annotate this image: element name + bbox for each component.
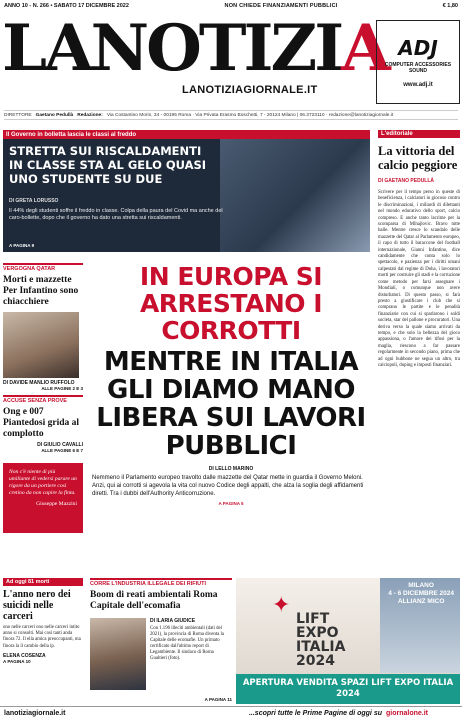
footer-text: ...scopri tutte le Prime Pagine di oggi su (248, 710, 382, 717)
story-byline: DI ILARIA GIUDICE (150, 618, 196, 624)
main-page-ref: A PAGINA 5 (218, 501, 244, 506)
story-page-ref: A PAGINA 11 (204, 697, 232, 702)
director-label: DIRETTORE (4, 112, 32, 118)
lift-expo-advertisement[interactable] (236, 578, 460, 704)
logo-line: 2024 (296, 653, 335, 669)
lift-expo-logo (296, 612, 345, 668)
main-text: Nemmeno il Parlamento europeo travolto dalle mazzette del Qatar mette in guardia il Governo Meloni. Anzi, qui ai corrotti si agevola la vita col nuovo Codice degli appalti, che alza la soglia degli affidamenti diretti. Tra i dubbi dell'Authority Anticorruzione. (92, 475, 364, 497)
story-page-ref: A PAGINA 10 (3, 658, 31, 664)
director-name: Gaetano Pedullà (35, 112, 74, 118)
story-page-ref: ALLE PAGINE 2 E 3 (41, 386, 83, 391)
masthead (2, 11, 388, 96)
event-dates: 4 - 6 DICEMBRE 2024 (388, 590, 454, 597)
event-venue: ALLIANZ MICO (397, 598, 445, 605)
story-tag: Ad oggi 81 morti (3, 578, 83, 586)
logo-part: NOTIZI (90, 11, 342, 86)
logo-part: LA (2, 11, 91, 86)
logo-part: A (341, 11, 388, 86)
story-byline: DI GIULIO CAVALLI (37, 442, 83, 448)
info-bar (4, 110, 458, 120)
adj-advertisement[interactable] (376, 20, 460, 104)
main-story[interactable] (90, 263, 372, 575)
lead-text: Il 44% degli studenti soffre il freddo in classe. Colpa della paura del Covid ma anche del caro-bollette, dopo che il governo ha dato una stretta sui riscaldamenti. (9, 208, 223, 221)
story-photo (90, 618, 146, 690)
event-city: MILANO (408, 582, 434, 589)
footer-link[interactable]: giornalone.it (386, 710, 428, 717)
lead-photo (220, 139, 370, 252)
bottom-left-story (3, 578, 83, 704)
adj-url: www.adj.it (403, 82, 433, 88)
star-icon: ✦ (272, 592, 291, 617)
story-byline: ELENA COSENZA (3, 652, 46, 659)
editorial-tag: L'editoriale (378, 130, 460, 138)
editorial-column (378, 130, 460, 590)
lead-story[interactable] (3, 130, 370, 252)
left-column (3, 263, 83, 575)
story-headline[interactable]: Morti e mazzette Per Infantino sono chiacchiere (3, 275, 79, 307)
redazione-address: Via Costantino Morin, 34 - 00195 Roma · Via Privata Erasmo Boschetti, 7 - 20124 Milano | 06.3723110 · redazione@lanotiziagiornale.it (106, 112, 394, 118)
logo-line: ITALIA (296, 639, 346, 655)
price: € 1,80 (442, 3, 458, 9)
lead-headline[interactable]: STRETTA SUI RISCALDAMENTI IN CLASSE STA AL GELO QUASI UNO STUDENTE SU DUE (9, 144, 207, 186)
editorial-author: DI GAETANO PEDULLÀ (378, 178, 435, 184)
story-tag: VERGOGNA QATAR (3, 263, 83, 272)
editorial-title[interactable]: La vittoria del calcio peggiore (378, 144, 458, 172)
lead-page-ref: A PAGINA 9 (9, 243, 35, 248)
tagline: NON CHIEDE FINANZIAMENTI PUBBLICI (224, 3, 338, 9)
story-body: Con 1.196 illeciti ambientali (dati del 2021), la provincia di Roma diventa la Capitale delle ecomafie. Un primato certificato dall'ultimo report di Legambiente. Il sindaco di Roma Gualtieri (foto). (150, 626, 224, 661)
story-tag: ACCUSE SENZA PROVE (3, 395, 83, 404)
story-page-ref: ALLE PAGINE 6 E 7 (41, 448, 83, 453)
story-tag: CORRE L'INDUSTRIA ILLEGALE DEI RIFIUTI (90, 578, 232, 587)
logo-line: LIFT (296, 611, 330, 627)
story-photo (3, 312, 79, 378)
quote-text: Non c'è niente di più umiliante di vedersi parare un rigore da un portiere così cretino da non capire la finta. (9, 469, 77, 496)
main-headline-red[interactable]: IN EUROPA SI ARRESTANO I CORROTTI (139, 262, 323, 345)
main-headline-black[interactable]: MENTRE IN ITALIA GLI DIAMO MANO LIBERA SUI LAVORI PUBBLICI (96, 347, 366, 461)
quote-author: Giuseppe Mazzini (36, 501, 77, 507)
logo-line: EXPO (296, 625, 339, 641)
editorial-body: Scrivere per il tempo perso in queste di beneficienza, i calciatori in giocoso contro le discriminazioni, i miliardi di dilettanti nel mondo educativo dello sport, calcio compreso. E anche tanto lacrime per la scomparsa di Mihajlovic. Bravo tutte balle. Mentre cresce lo scandalo delle mazzette del Qatar al Parlamento europeo, il capo di tutto il baraccone del football internazionale, Gianni Infantino, dice candidamente che conta solo lo spettacolo, e pazienza per i diritti umani calpestati dal regime di Doha, i lavoratori morti per costruire gli stadi e la corruzione come metodo per farsi assegnare i Mondiali, o comunque non avere disturbatori. Di questo passo, si farà presto a giustificare i club che si comprano le partite e le penalità finanziarie con cui si sparlarono i soldi societa, star del pallone e procuratori. Una deriva verso la quale siamo arrivati da tempo, e che solo la bellezza del gioco appassiona, o l'amore dei tifosi per la maglia, riescono a far passare regolarmente in secondo piano, prima che ad ogni bubbone ne segua un altro, tra calciopoli, doping e imposti finanziari. (378, 190, 460, 368)
lead-byline: DI GRETA LORUSSO (9, 198, 59, 204)
main-byline: DI LELLO MARINO (208, 466, 254, 472)
story-byline: DI DAVIDE MANLIO RUFFOLO (3, 380, 75, 386)
newspaper-logo[interactable] (2, 11, 388, 86)
ad-banner: APERTURA VENDITA SPAZI LIFT EXPO ITALIA 2024 (236, 674, 460, 704)
redazione-label: Redazione: (77, 112, 103, 118)
story-body: ono nelle carceri ono nelle carceri intito anno si consolti. Mai così tanti anda finora 72. Il ella amica preoccupanti, ma finora la il cambio della ip. (3, 625, 81, 649)
footer-site[interactable]: lanotiziagiornale.it (4, 710, 66, 717)
story-headline[interactable]: L'anno nero dei suicidi nelle carceri (3, 589, 71, 622)
event-info (388, 582, 454, 606)
bottom-center-story (90, 578, 232, 704)
quote-box (3, 463, 83, 533)
site-url[interactable]: LANOTIZIAGIORNALE.IT (182, 84, 318, 96)
story-headline[interactable]: Ong e 007 Piantedosi grida al complotto (3, 407, 80, 439)
issue-info: ANNO 10 - N. 266 • SABATO 17 DICEMBRE 2022 (4, 3, 129, 9)
adj-subtitle: COMPUTER ACCESSORIES SOUND (384, 62, 452, 74)
lead-section-bar: Il Governo in bolletta lascia le classi al freddo (3, 130, 370, 139)
adj-logo: ADJ (398, 36, 438, 60)
story-headline[interactable]: Boom di reati ambientali Roma Capitale dell'ecomafia (90, 590, 218, 611)
footer (0, 706, 462, 720)
